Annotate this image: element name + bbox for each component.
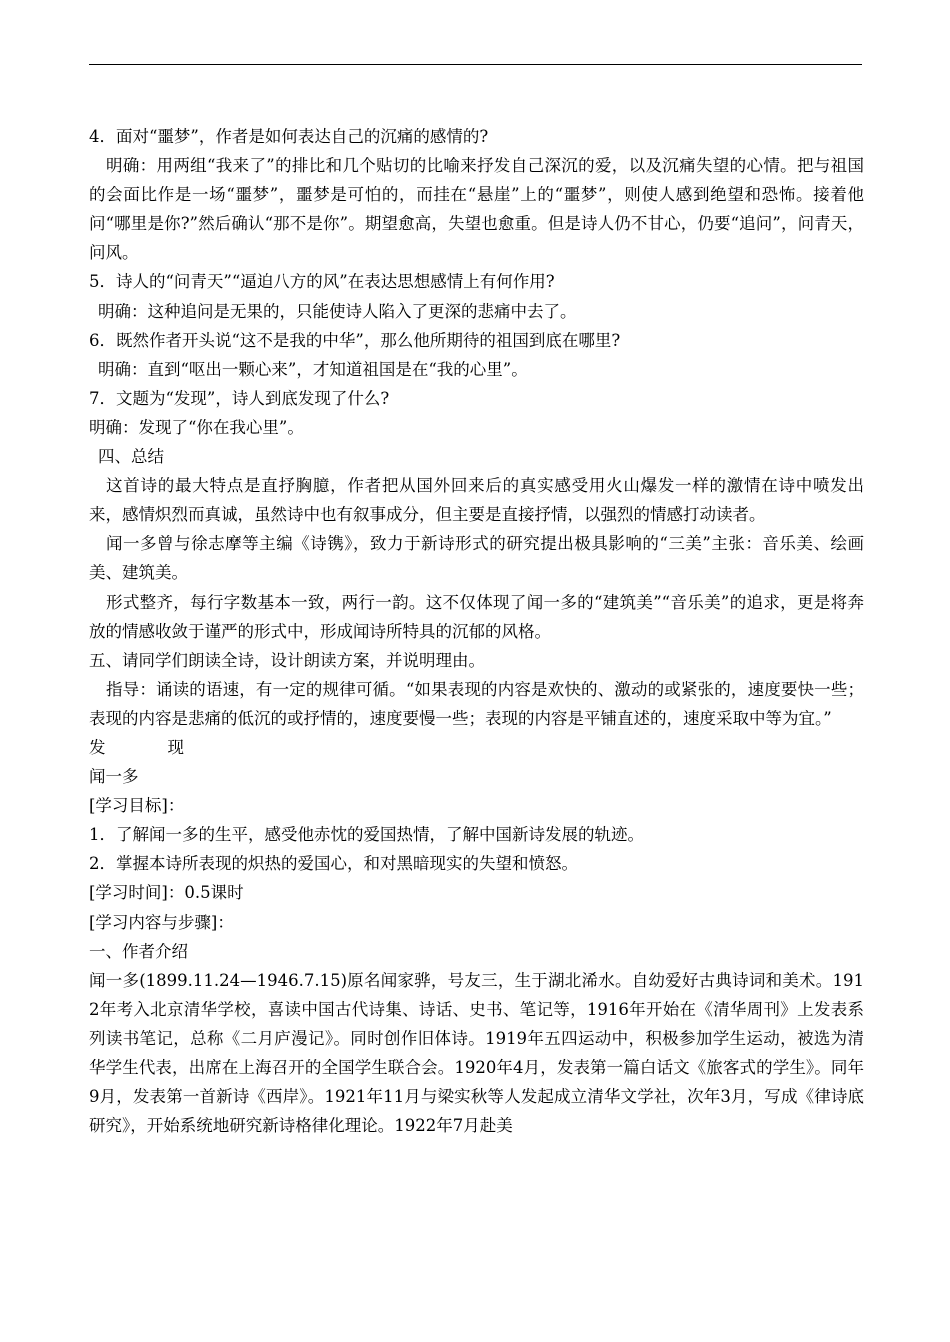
document-body — [89, 122, 864, 1140]
section-heading-reading: 五、请同学们朗读全诗，设计朗读方案，并说明理由。 — [89, 650, 485, 670]
summary-paragraph-3: 形式整齐，每行字数基本一致，两行一韵。这不仅体现了闻一多的“建筑美”“音乐美”的追求，更是将奔放的情感收敛于谨严的形式中，形成闻诗所特具的沉郁的风格。 — [89, 592, 864, 641]
reading-guidance: 指导：诵读的语速，有一定的规律可循。“如果表现的内容是欢快的、激动的或紧张的，速度要快一些；表现的内容是悲痛的低沉的或抒情的，速度要慢一些；表现的内容是平铺直述的，速度采取中等为宜。” — [89, 679, 864, 728]
author-biography: 闻一多(1899.11.24—1946.7.15)原名闻家骅，号友三，生于湖北浠水。自幼爱好古典诗词和美术。1912年考入北京清华学校，喜读中国古代诗集、诗话、史书、笔记等，1916年开始在《清华周刊》上发表系列读书笔记，总称《二月庐漫记》。同时创作旧体诗。1919年五四运动中，积极参加学生运动，被选为清华学生代表，出席在上海召开的全国学生联合会。1920年4月，发表第一篇白话文《旅客式的学生》。同年9月，发表第一首新诗《西岸》。1921年11月与梁实秋等人发起成立清华文学社，次年3月，写成《律诗底研究》，开始系统地研究新诗格律化理论。1922年7月赴美 — [89, 970, 864, 1136]
summary-paragraph-1: 这首诗的最大特点是直抒胸臆，作者把从国外回来后的真实感受用火山爆发一样的激情在诗中喷发出来，感情炽烈而真诚，虽然诗中也有叙事成分，但主要是直接抒情，以强烈的情感打动读者。 — [89, 476, 864, 525]
question-5: 5．诗人的“问青天”“逼迫八方的风”在表达思想感情上有何作用? — [89, 272, 555, 292]
learning-goal-2: 2．掌握本诗所表现的炽热的爱国心，和对黑暗现实的失望和愤怒。 — [89, 854, 578, 874]
header-rule — [89, 64, 862, 65]
answer-6: 明确：直到“呕出一颗心来”，才知道祖国是在“我的心里”。 — [98, 359, 528, 379]
learning-goal-1: 1．了解闻一多的生平，感受他赤忱的爱国热情，了解中国新诗发展的轨迹。 — [89, 825, 644, 845]
section-heading-summary: 四、总结 — [98, 447, 164, 467]
lesson-title-char-2: 现 — [167, 737, 184, 757]
question-7: 7．文题为“发现”，诗人到底发现了什么? — [89, 388, 390, 408]
summary-paragraph-2: 闻一多曾与徐志摩等主编《诗镌》，致力于新诗形式的研究提出极具影响的“三美”主张：音乐美、绘画美、建筑美。 — [89, 534, 864, 583]
learning-steps-heading: [学习内容与步骤]： — [89, 912, 234, 932]
section-heading-author: 一、作者介绍 — [89, 941, 188, 961]
lesson-title-char-1: 发 — [89, 737, 106, 757]
learning-time: [学习时间]：0.5课时 — [89, 883, 244, 903]
learning-goals-heading: [学习目标]： — [89, 796, 185, 816]
lesson-title — [89, 733, 864, 762]
answer-7: 明确：发现了“你在我心里”。 — [89, 417, 304, 437]
answer-5: 明确：这种追问是无果的，只能使诗人陷入了更深的悲痛中去了。 — [98, 301, 577, 321]
lesson-author: 闻一多 — [89, 767, 139, 787]
answer-4: 明确：用两组“我来了”的排比和几个贴切的比喻来抒发自己深沉的爱，以及沉痛失望的心情。把与祖国的会面比作是一场“噩梦”，噩梦是可怕的，而挂在“悬崖”上的“噩梦”，则使人感到绝望和恐怖。接着他问“哪里是你?”然后确认“那不是你”。期望愈高，失望也愈重。但是诗人仍不甘心，仍要“追问”，问青天，问风。 — [89, 156, 864, 263]
question-6: 6．既然作者开头说“这不是我的中华”，那么他所期待的祖国到底在哪里? — [89, 330, 621, 350]
question-4: 4．面对“噩梦”，作者是如何表达自己的沉痛的感情的? — [89, 127, 489, 146]
